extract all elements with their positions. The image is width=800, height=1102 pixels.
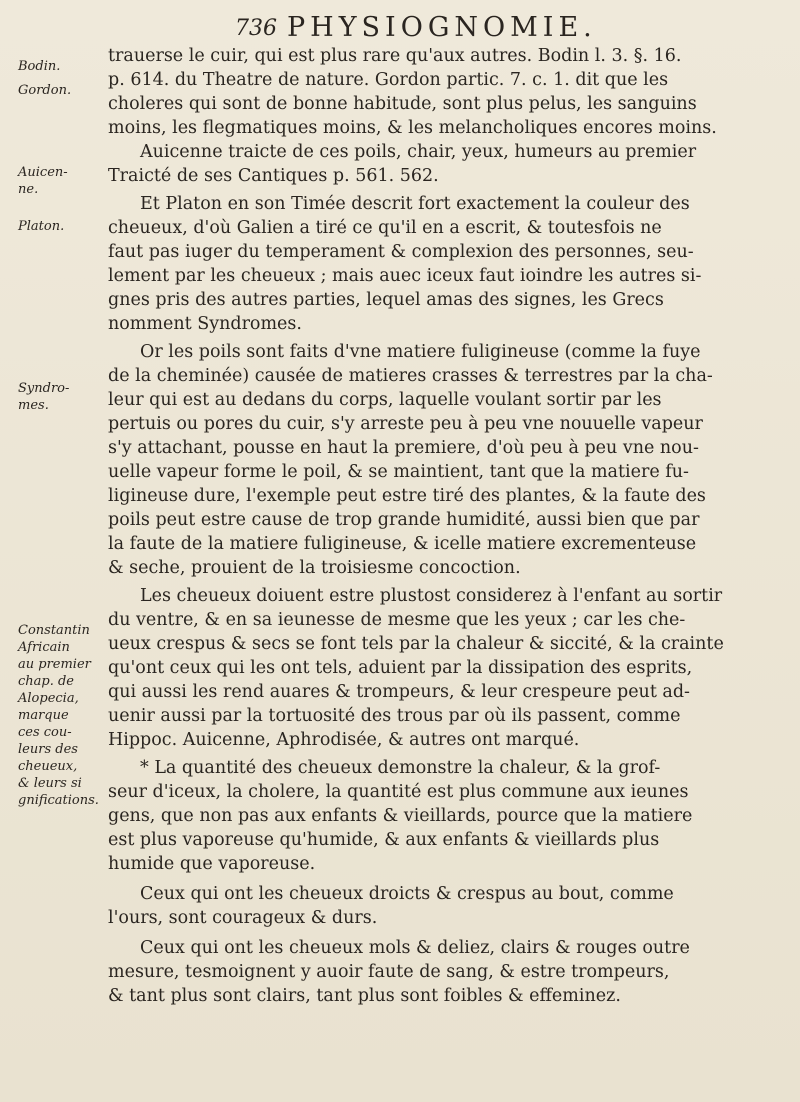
- text-line: trauerse le cuir, qui est plus rare qu'aux autres. Bodin l. 3. §. 16.: [108, 46, 682, 66]
- text-line: Hippoc. Auicenne, Aphrodisée, & autres ont marqué.: [108, 730, 580, 750]
- text-line: ligineuse dure, l'exemple peut estre tiré des plantes, & la faute des: [108, 486, 706, 506]
- text-line: Et Platon en son Timée descrit fort exactement la couleur des: [140, 194, 690, 214]
- margin-note-syndromes: Syndro- mes.: [18, 381, 70, 413]
- margin-note-bodin: Bodin.: [18, 59, 61, 74]
- text-line: leur qui est au dedans du corps, laquelle voulant sortir par les: [108, 390, 662, 410]
- text-line: ueux crespus & secs se font tels par la chaleur & siccité, & la crainte: [108, 634, 724, 654]
- text-line: & seche, prouient de la troisiesme concoction.: [108, 558, 521, 578]
- text-line: lement par les cheueux ; mais auec iceux faut ioindre les autres si-: [108, 266, 702, 286]
- text-column: [108, 44, 780, 1094]
- text-line: uelle vapeur forme le poil, & se maintient, tant que la matiere fu-: [108, 462, 689, 482]
- text-line: poils peut estre cause de trop grande humidité, aussi bien que par: [108, 510, 700, 530]
- text-line: mesure, tesmoignent y auoir faute de sang, & estre trompeurs,: [108, 962, 670, 982]
- text-line: Les cheueux doiuent estre plustost considerez à l'enfant au sortir: [140, 586, 723, 606]
- text-line: du ventre, & en sa ieunesse de mesme que les yeux ; car les che-: [108, 610, 686, 630]
- text-line: faut pas iuger du temperament & complexion des personnes, seu-: [108, 242, 694, 262]
- text-line: qui aussi les rend auares & trompeurs, & leur crespeure peut ad-: [108, 682, 690, 702]
- text-line: gnes pris des autres parties, lequel amas des signes, les Grecs: [108, 290, 664, 310]
- text-line: pertuis ou pores du cuir, s'y arreste peu à peu vne nouuelle vapeur: [108, 414, 703, 434]
- page-number: 736: [235, 16, 277, 41]
- running-title: PHYSIOGNOMIE.: [287, 12, 597, 43]
- text-line: de la cheminée) causée de matieres crasses & terrestres par la cha-: [108, 366, 713, 386]
- text-line: cheueux, d'où Galien a tiré ce qu'il en a escrit, & toutesfois ne: [108, 218, 662, 238]
- text-line: moins, les flegmatiques moins, & les melancholiques encores moins.: [108, 118, 717, 138]
- text-line: seur d'iceux, la cholere, la quantité est plus commune aux ieunes: [108, 782, 689, 802]
- margin-note-constantin: Constantin Africain au premier chap. de Alopecia, marque ces cou- leurs des cheueux, & leurs si gnifications.: [18, 623, 99, 808]
- text-line: nomment Syndromes.: [108, 314, 302, 334]
- margin-note-gordon: Gordon.: [18, 83, 72, 98]
- text-line: s'y attachant, pousse en haut la premiere, d'où peu à peu vne nou-: [108, 438, 699, 458]
- text-line: uenir aussi par la tortuosité des trous par où ils passent, comme: [108, 706, 681, 726]
- text-line: Ceux qui ont les cheueux mols & deliez, clairs & rouges outre: [140, 938, 690, 958]
- text-line: Auicenne traicte de ces poils, chair, yeux, humeurs au premier: [140, 142, 697, 162]
- text-line: * La quantité des cheueux demonstre la chaleur, & la grof-: [140, 758, 661, 778]
- margin-note-auicenne: Auicen- ne.: [18, 165, 68, 197]
- margin-note-platon: Platon.: [18, 219, 65, 234]
- margin-notes: [18, 50, 98, 1090]
- text-line: Ceux qui ont les cheueux droicts & crespus au bout, comme: [140, 884, 674, 904]
- page-header: [235, 10, 780, 44]
- text-line: Traicté de ses Cantiques p. 561. 562.: [108, 166, 439, 186]
- text-line: gens, que non pas aux enfants & vieillards, pource que la matiere: [108, 806, 693, 826]
- text-line: choleres qui sont de bonne habitude, sont plus pelus, les sanguins: [108, 94, 697, 114]
- text-line: la faute de la matiere fuligineuse, & icelle matiere excrementeuse: [108, 534, 697, 554]
- text-line: p. 614. du Theatre de nature. Gordon partic. 7. c. 1. dit que les: [108, 70, 669, 90]
- text-line: l'ours, sont courageux & durs.: [108, 908, 378, 928]
- text-line: humide que vaporeuse.: [108, 854, 316, 874]
- text-line: & tant plus sont clairs, tant plus sont foibles & effeminez.: [108, 986, 621, 1006]
- text-line: est plus vaporeuse qu'humide, & aux enfants & vieillards plus: [108, 830, 660, 850]
- text-line: qu'ont ceux qui les ont tels, aduient par la dissipation des esprits,: [108, 658, 693, 678]
- text-line: Or les poils sont faits d'vne matiere fuligineuse (comme la fuye: [140, 342, 701, 362]
